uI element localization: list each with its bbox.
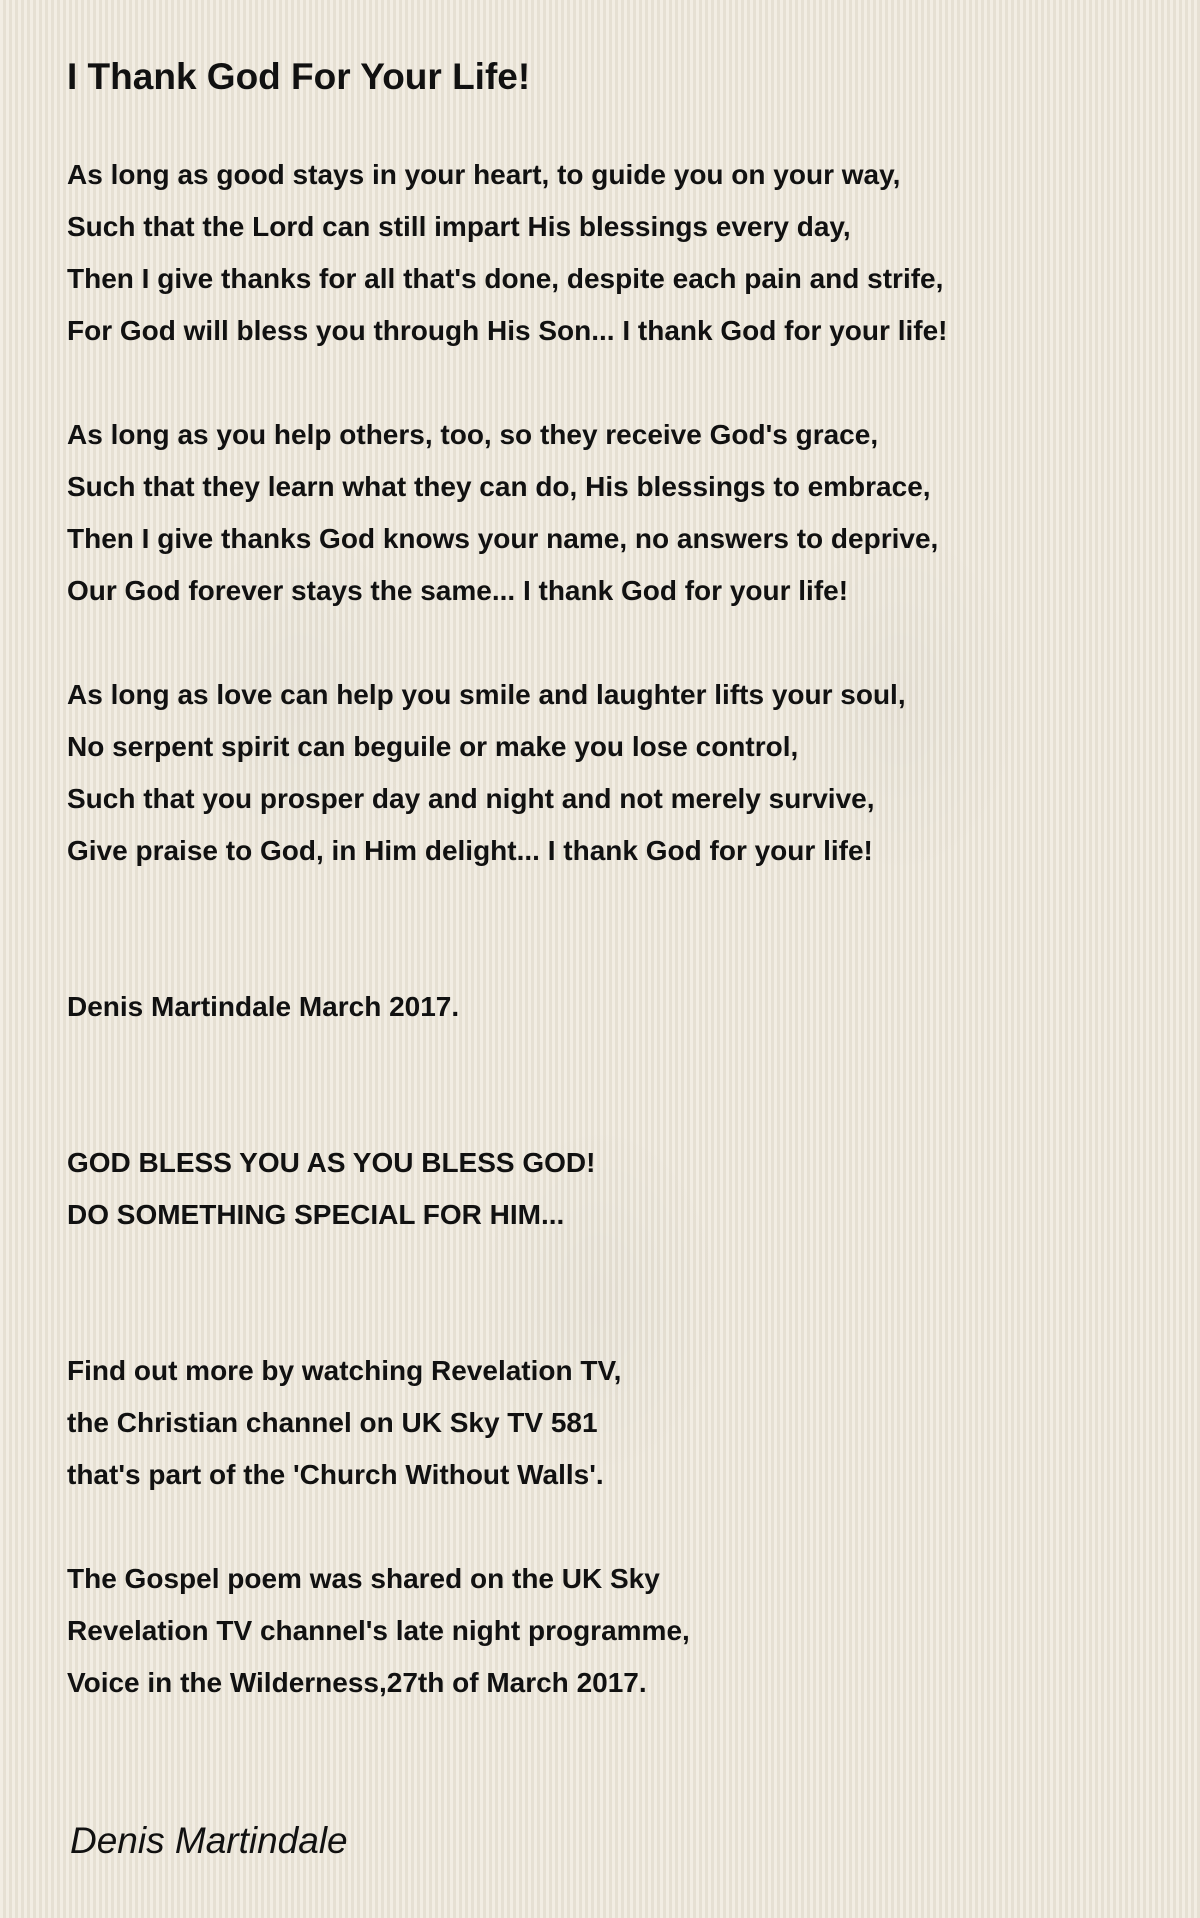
poem-title: I Thank God For Your Life!: [67, 56, 531, 97]
blank-line: [67, 617, 947, 669]
poem-line: As long as love can help you smile and laughter lifts your soul,: [67, 679, 906, 710]
poem-line: Then I give thanks for all that's done, despite each pain and strife,: [67, 263, 944, 294]
blank-line: [67, 1241, 947, 1293]
poem-line: As long as you help others, too, so they receive God's grace,: [67, 419, 879, 450]
poem-line: Denis Martindale March 2017.: [67, 991, 460, 1022]
poem-line: Such that the Lord can still impart His blessings every day,: [67, 211, 851, 242]
blank-line: [67, 1033, 947, 1085]
poem-line: the Christian channel on UK Sky TV 581: [67, 1407, 598, 1438]
poem-line: GOD BLESS YOU AS YOU BLESS GOD!: [67, 1147, 596, 1178]
blank-line: [67, 357, 947, 409]
blank-line: [67, 1293, 947, 1345]
poem-line: Our God forever stays the same... I thank God for your life!: [67, 575, 849, 606]
poem-line: Find out more by watching Revelation TV,: [67, 1355, 622, 1386]
poem-line: No serpent spirit can beguile or make you lose control,: [67, 731, 799, 762]
author-signature: Denis Martindale: [70, 1820, 348, 1861]
poem-line: Then I give thanks God knows your name, no answers to deprive,: [67, 523, 939, 554]
poem-line: Revelation TV channel's late night programme,: [67, 1615, 690, 1646]
blank-line: [67, 1085, 947, 1137]
poem-line: Give praise to God, in Him delight... I thank God for your life!: [67, 835, 873, 866]
poem-line: Such that they learn what they can do, His blessings to embrace,: [67, 471, 931, 502]
poem-line: As long as good stays in your heart, to guide you on your way,: [67, 159, 901, 190]
poem-line: The Gospel poem was shared on the UK Sky: [67, 1563, 660, 1594]
poem-line: For God will bless you through His Son... I thank God for your life!: [67, 315, 948, 346]
blank-line: [67, 877, 947, 929]
poem-line: DO SOMETHING SPECIAL FOR HIM...: [67, 1199, 565, 1230]
blank-line: [67, 1501, 947, 1553]
blank-line: [67, 929, 947, 981]
poem-line: Voice in the Wilderness,27th of March 2017.: [67, 1667, 647, 1698]
poem-line: Such that you prosper day and night and not merely survive,: [67, 783, 875, 814]
poem-line: that's part of the 'Church Without Walls'.: [67, 1459, 604, 1490]
poem-body: [67, 149, 947, 1709]
